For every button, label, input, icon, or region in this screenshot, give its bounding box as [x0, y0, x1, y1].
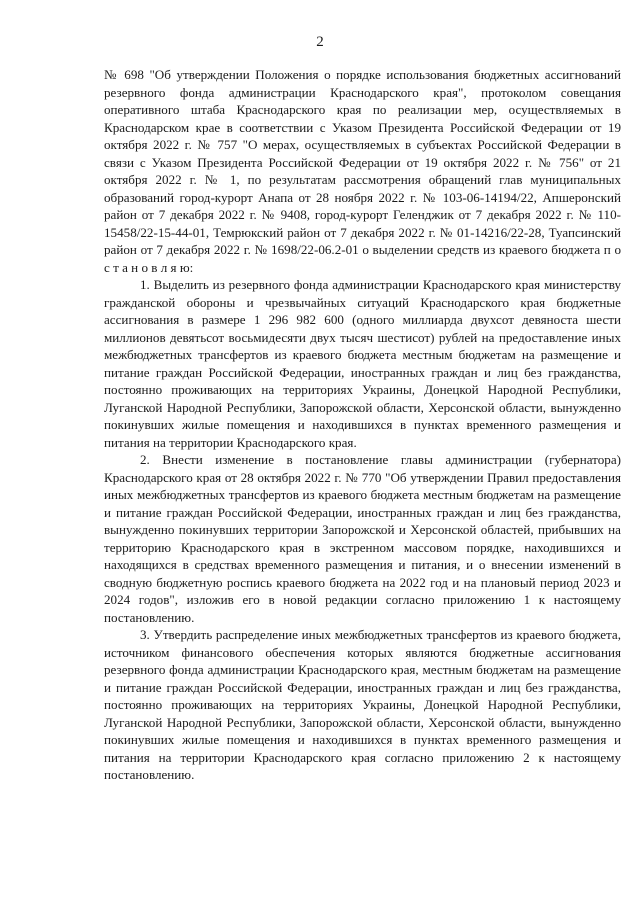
clause-3-paragraph: 3. Утвердить распределение иных межбюджетных трансфертов из краевого бюджета, источником финансового обеспечения которых являются бюджетные ассигнования резервного фонда администрации Краснодарского края, местным бюджетам на размещение и питание граждан Российской Федерации, иностранных граждан и лиц без гражданства, постоянно проживающих на территориях Украины, Донецкой Народной Республики, Луганской Народной Республики, Запорожской области, Херсонской области, вынужденно покинувших жилые помещения и находившихся в пунктах временного размещения и питания на территории Краснодарского края согласно приложению 2 к настоящему постановлению.	[104, 627, 621, 782]
page-number: 2	[316, 34, 324, 50]
preamble-paragraph: № 698 "Об утверждении Положения о порядке использования бюджетных ассигнований резервного фонда администрации Краснодарского края", протоколом совещания оперативного штаба Краснодарского края по реализации мер, осуществляемых в Краснодарском крае в соответствии с Указом Президента Российской Федерации от 19 октября 2022 г. № 757 "О мерах, осуществляемых в субъектах Российской Федерации в связи с Указом Президента Российской Федерации от 19 октября 2022 г. № 756" от 21 октября 2022 г. № 1, по результатам рассмотрения обращений глав муниципальных образований город-курорт Анапа от 28 ноября 2022 г. № 103-06-14194/22, Апшеронский район от 7 декабря 2022 г. № 9408, город-курорт Геленджик от 7 декабря 2022 г. № 110-15458/22-15-44-01, Темрюкский район от 7 декабря 2022 г. № 01-14216/22-28, Туапсинский район от 7 декабря 2022 г. № 1698/22-06.2-01 о выделении средств из краевого бюджета п о с т а н о в л я ю:	[104, 67, 621, 275]
document-body	[104, 66, 621, 784]
clause-1-paragraph: 1. Выделить из резервного фонда администрации Краснодарского края министерству гражданской обороны и чрезвычайных ситуаций Краснодарского края бюджетные ассигнования в размере 1 296 982 600 (одного миллиарда двухсот девяноста шести миллионов девятьсот восьмидесяти двух тысяч шестисот) рублей на предоставление иных межбюджетных трансфертов из краевого бюджета местным бюджетам на размещение и питание граждан Российской Федерации, иностранных граждан и лиц без гражданства, постоянно проживающих на территориях Украины, Донецкой Народной Республики, Луганской Народной Республики, Запорожской области, Херсонской области, вынужденно покинувших жилые помещения и находившихся в пунктах временного размещения и питания на территории Краснодарского края.	[104, 277, 621, 450]
clause-2-paragraph: 2. Внести изменение в постановление главы администрации (губернатора) Краснодарского края от 28 октября 2022 г. № 770 "Об утверждении Правил предоставления иных межбюджетных трансфертов из краевого бюджета местным бюджетам на размещение и питание граждан Российской Федерации, иностранных граждан и лиц без гражданства, вынужденно покинувших территории Запорожской и Херсонской областей, прибывших на территорию Краснодарского края в экстренном массовом порядке, находившихся и находящихся в средствах временного размещения и питания, и о внесении изменений в сводную бюджетную роспись краевого бюджета на 2022 год и на плановый период 2023 и 2024 годов", изложив его в новой редакции согласно приложению 1 к настоящему постановлению.	[104, 452, 621, 625]
